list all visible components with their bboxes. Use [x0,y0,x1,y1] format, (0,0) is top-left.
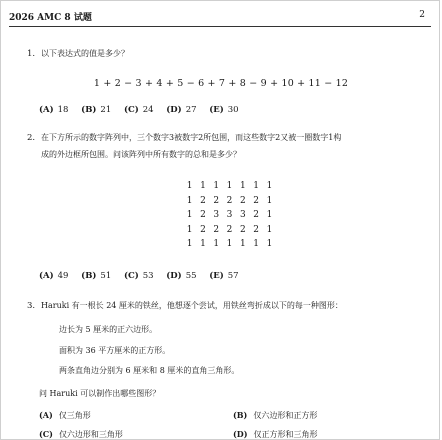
question-prompt: 以下表达式的值是多少？ [41,49,129,58]
array-row: 1 1 1 1 1 1 1 [186,239,273,249]
page-header [9,10,425,26]
header-divider [9,26,431,27]
option-a[interactable]: (A) 仅三角形 [39,410,91,420]
shape-item-square: 面积为 36 平方厘米的正方形。 [59,346,171,355]
choice-c[interactable]: (C) 53 [123,271,154,281]
exam-title: 2026 AMC 8 试题 [9,13,92,23]
array-row: 1 2 2 2 2 2 1 [186,195,273,206]
shape-item-hexagon: 边长为 5 厘米的正六边形。 [59,325,158,334]
option-b[interactable]: (B) 仅六边形和正方形 [233,410,318,420]
choice-a[interactable]: (A) 18 [39,105,69,115]
number-array [183,181,276,254]
option-d[interactable]: (D) 仅正方形和三角形 [233,429,318,439]
choice-a[interactable]: (A) 49 [39,271,69,281]
sub-question: 问 Haruki 可以制作出哪些图形？ [39,389,161,398]
question-number: 1. [27,49,36,59]
answer-choices-q1 [39,105,249,115]
shape-item-triangle: 两条直角边分别为 6 厘米和 8 厘米的直角三角形。 [59,366,240,375]
page-number: 2 [419,10,425,20]
choice-d[interactable]: (D) 27 [166,105,197,115]
array-row: 1 1 1 1 1 1 1 [186,181,273,191]
choice-b[interactable]: (B) 51 [81,271,112,281]
choice-e[interactable]: (E) 30 [209,105,239,115]
expression: 1 + 2 − 3 + 4 + 5 − 6 + 7 + 8 − 9 + 10 + 11 − 12 [93,78,349,89]
choice-e[interactable]: (E) 57 [209,271,239,281]
array-row: 1 2 3 3 3 2 1 [186,210,273,220]
choice-c[interactable]: (C) 24 [123,105,154,115]
question-prompt-line-1: 在下方所示的数字阵列中，三个数字3被数字2所包围，而这些数字2又被一圈数字1构 [41,133,342,142]
choice-b[interactable]: (B) 21 [81,105,112,115]
answer-choices-q2 [39,271,249,281]
option-c[interactable]: (C) 仅六边形和三角形 [39,429,123,439]
choice-d[interactable]: (D) 55 [166,271,197,281]
question-number: 2. [27,133,36,143]
question-prompt: Haruki 有一根长 24 厘米的铁丝，他想逐个尝试，用铁丝弯折成以下的每一种图形： [41,301,343,310]
array-row: 1 2 2 2 2 2 1 [186,224,273,235]
question-number: 3. [27,301,36,311]
question-prompt-line-2: 成的外边框所包围。问该阵列中所有数字的总和是多少？ [41,150,241,159]
